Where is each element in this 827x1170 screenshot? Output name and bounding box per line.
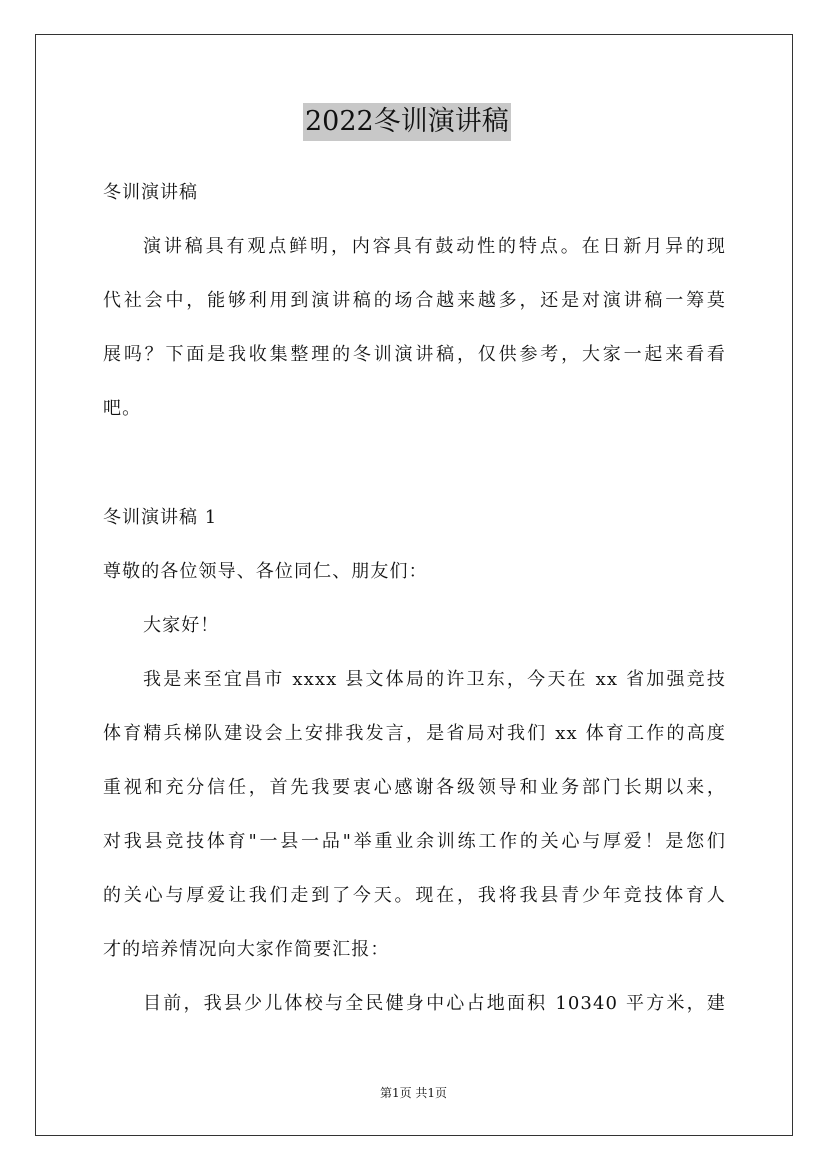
salutation: 尊敬的各位领导、各位同仁、朋友们： [103, 561, 428, 582]
greeting: 大家好！ [143, 615, 220, 636]
intro-heading: 冬训演讲稿 [103, 182, 198, 203]
body-line-3: 重视和充分信任，首先我要衷心感谢各级领导和业务部门长期以来， [103, 777, 726, 798]
body-line-4: 对我县竞技体育"一县一品"举重业余训练工作的关心与厚爱！是您们 [103, 831, 726, 852]
body-line-2: 体育精兵梯队建设会上安排我发言，是省局对我们 xx 体育工作的高度 [103, 723, 726, 744]
page-footer: 第1页 共1页 [379, 1086, 448, 1100]
intro-line-2: 代社会中，能够利用到演讲稿的场合越来越多，还是对演讲稿一筹莫 [103, 290, 726, 311]
document-title: 2022冬训演讲稿 [303, 103, 511, 141]
section-heading: 冬训演讲稿 1 [103, 507, 218, 528]
intro-line-4: 吧。 [103, 398, 142, 419]
body-line-1: 我是来至宜昌市 xxxx 县文体局的许卫东，今天在 xx 省加强竞技 [143, 669, 726, 690]
intro-line-1: 演讲稿具有观点鲜明，内容具有鼓动性的特点。在日新月异的现 [143, 236, 726, 257]
intro-line-3: 展吗？下面是我收集整理的冬训演讲稿，仅供参考，大家一起来看看 [103, 344, 726, 365]
body-line-7: 目前，我县少儿体校与全民健身中心占地面积 10340 平方米，建 [143, 993, 726, 1014]
body-line-5: 的关心与厚爱让我们走到了今天。现在，我将我县青少年竞技体育人 [103, 885, 726, 906]
body-line-6: 才的培养情况向大家作简要汇报： [103, 939, 390, 960]
